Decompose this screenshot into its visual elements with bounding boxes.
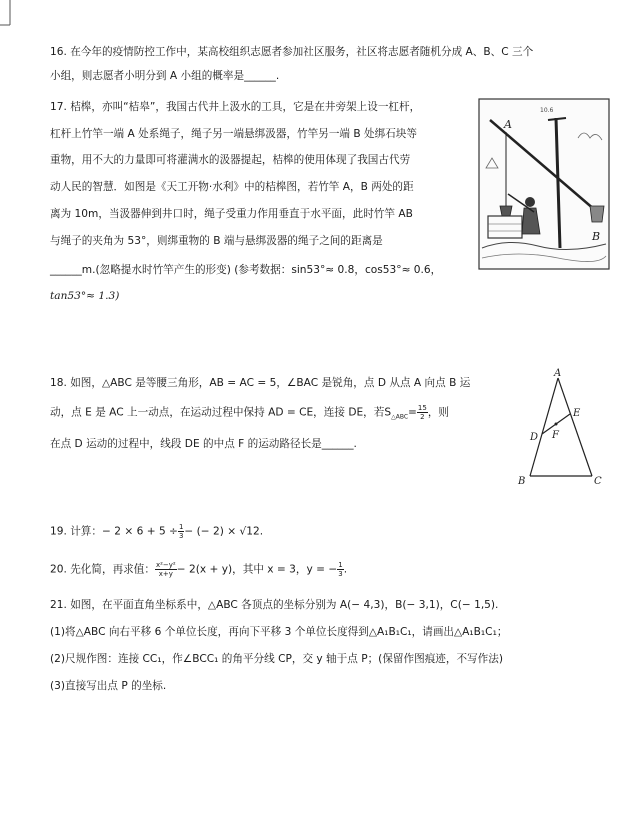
q17-line-8: tan53°≈ 1.3): [50, 290, 120, 302]
q16-line-1: 16. 在今年的疫情防控工作中，某高校组织志愿者参加社区服务，社区将志愿者随机分成 A、B、C 三个: [50, 46, 534, 58]
q21-line-2: (1)将△ABC 向右平移 6 个单位长度，再向下平移 3 个单位长度得到△A₁B₁C₁，请画出△A₁B₁C₁；: [50, 626, 508, 638]
shadoof-illustration: [478, 98, 610, 270]
label-a: A: [504, 118, 512, 131]
corner-crop-mark: [0, 0, 30, 30]
q16-line-2: 小组，则志愿者小明分到 A 小组的概率是______.: [50, 70, 280, 82]
q20-frac2-den: 3: [338, 570, 343, 578]
label-b: B: [592, 230, 601, 243]
label-point-f: F: [552, 430, 559, 441]
q20-fraction: [155, 561, 177, 578]
q20-text-a: 20. 先化简，再求值：: [50, 563, 155, 576]
q20-text-c: .: [343, 563, 348, 576]
q17-line-4: 动人民的智慧．如图是《天工开物·水利》中的桔槔图，若竹竿 A，B 两处的距: [50, 181, 414, 193]
label-point-d: D: [530, 432, 539, 443]
question-19: [50, 523, 263, 540]
q18-equals: =: [408, 406, 417, 419]
label-vertex-b: B: [518, 476, 526, 487]
q17-line-1: 17. 桔槔，亦叫“桔皋”，我国古代井上汲水的工具，它是在井旁架上设一杠杆，: [50, 101, 421, 113]
label-vertex-a: A: [554, 368, 562, 379]
q21-line-3: (2)尺规作图：连接 CC₁，作∠BCC₁ 的角平分线 CP，交 y 轴于点 P；(保留作图痕迹，不写作法): [50, 653, 503, 665]
q20-frac-den: x+y: [158, 570, 173, 578]
q18-line-2b: ，则: [427, 406, 450, 419]
q17-line-7: ______m.(忽略提水时竹竿产生的形变) (参考数据：sin53°≈ 0.8，cos53°≈ 0.6，: [50, 264, 442, 276]
q17-line-5: 离为 10m，当汲器伸到井口时，绳子受重力作用垂直于水平面，此时竹竿 AB: [50, 208, 413, 220]
q18-frac-num: 15: [417, 404, 427, 412]
q21-line-1: 21. 如图，在平面直角坐标系中，△ABC 各顶点的坐标分别为 A(− 4,3)，B(− 3,1)，C(− 1,5).: [50, 599, 499, 611]
q18-fraction: [417, 404, 428, 421]
q18-line-2a: 动，点 E 是 AC 上一动点，在运动过程中保持 AD = CE，连接 DE，若S: [50, 406, 392, 419]
q20-text-b: − 2(x + y)，其中 x = 3，y = −: [176, 563, 338, 576]
q18-line-3: 在点 D 运动的过程中，线段 DE 的中点 F 的运动路径长是______.: [50, 438, 357, 450]
q17-line-6: 与绳子的夹角为 53°，则绑重物的 B 端与悬绑汲器的绳子之间的距离是: [50, 235, 383, 247]
label-top-number: 10.6: [540, 107, 554, 114]
q18-frac-den: 2: [420, 413, 425, 421]
question-20: [50, 561, 347, 578]
point-f: [555, 423, 558, 426]
q21-line-4: (3)直接写出点 P 的坐标.: [50, 680, 167, 692]
q17-line-3: 重物，用不大的力量即可将灌满水的汲器提起，桔槔的使用体现了我国古代劳: [50, 154, 411, 166]
q18-line-1: 18. 如图，△ABC 是等腰三角形，AB = AC = 5，∠BAC 是锐角，点 D 从点 A 向点 B 运: [50, 377, 471, 389]
q17-line-2: 杠杆上竹竿一端 A 处系绳子，绳子另一端悬绑汲器，竹竿另一端 B 处绑石块等: [50, 128, 417, 140]
q20-frac2-num: 1: [338, 561, 343, 569]
q19-text-a: 19. 计算：− 2 × 6 + 5 ÷: [50, 525, 178, 538]
person-head: [525, 197, 535, 207]
q20-frac-num: x²−y²: [155, 561, 176, 569]
side-ab: [530, 378, 558, 476]
q19-frac-num: 1: [178, 523, 184, 531]
bucket: [500, 206, 512, 216]
q19-frac-den: 3: [178, 532, 184, 540]
q19-text-b: − (− 2) × √12.: [184, 525, 264, 538]
label-vertex-c: C: [594, 476, 602, 487]
q18-line-2: [50, 404, 449, 421]
side-ac: [558, 378, 592, 476]
label-point-e: E: [573, 408, 581, 419]
triangle-figure: [512, 366, 608, 490]
stone-weight: [590, 206, 604, 222]
q18-subscript: △ABC: [391, 413, 409, 421]
